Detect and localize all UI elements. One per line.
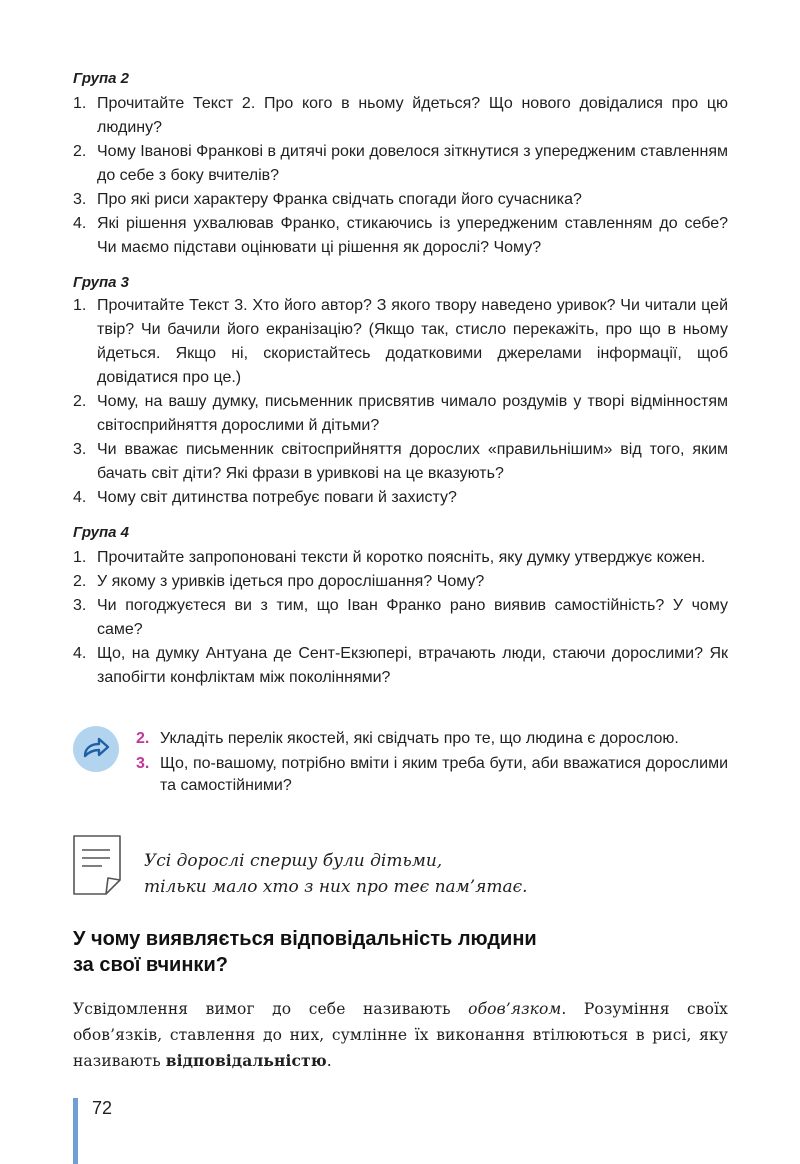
task-item: 3. Що, по-вашому, потрібно вміти і яким треба бути, аби вважатися дорослими та самостійними? <box>136 755 728 794</box>
group-2-questions <box>73 92 728 260</box>
share-arrow-icon <box>73 726 119 772</box>
page-number: 72 <box>92 1098 113 1118</box>
note-icon <box>72 834 122 896</box>
task-list <box>136 728 728 800</box>
list-item: 4. Які рішення ухвалював Франко, стикаючись із упередженим ставленням до себе? Чи маємо підстави оцінювати ці рішення як дорослі? Чому? <box>73 215 728 256</box>
list-item: 1. Прочитайте Текст 3. Хто його автор? З якого твору наведено уривок? Чи читали цей твір? Чи бачили його екранізацію? (Якщо так, стисло перекажіть, про що в ньому йдеться. Якщо ні, скористайтесь додатковими джерелами інформації, щоб довідатися про це.) <box>73 297 728 386</box>
list-item: 2. У якому з уривків ідеться про дорослішання? Чому? <box>73 573 485 590</box>
list-item: 1. Прочитайте запропоновані тексти й коротко поясніть, яку думку утверджує кожен. <box>73 549 706 566</box>
section-heading: У чому виявляється відповідальність людини за свої вчинки? <box>73 928 537 976</box>
group-2-title: Група 2 <box>73 70 129 87</box>
list-item: 4. Чому світ дитинства потребує поваги й захисту? <box>73 489 457 506</box>
group-3-questions <box>73 294 728 510</box>
task-item: 2. Укладіть перелік якостей, які свідчать про те, що людина є дорослою. <box>136 730 679 747</box>
list-item: 3. Чи погоджуєтеся ви з тим, що Іван Франко рано виявив самостійність? У чому саме? <box>73 597 728 638</box>
term-responsibility: відповідальністю <box>165 1051 327 1070</box>
group-4-questions <box>73 546 728 690</box>
group-3-title: Група 3 <box>73 274 129 291</box>
list-item: 2. Чому Іванові Франкові в дитячі роки довелося зіткнутися з упередженим ставленням до себе з боку вчителів? <box>73 143 728 184</box>
term-duty: обов’язком <box>468 1000 562 1018</box>
list-item: 2. Чому, на вашу думку, письменник присвятив чимало роздумів у творі відмінностям світосприйняття дорослими й дітьми? <box>73 393 728 434</box>
quote-text <box>144 848 528 900</box>
page-number-bar <box>73 1098 78 1164</box>
list-item: 3. Про які риси характеру Франка свідчать спогади його сучасника? <box>73 191 582 208</box>
list-item: 4. Що, на думку Антуана де Сент-Екзюпері, втрачають люди, стаючи дорослими? Як запобігти конфліктам між поколіннями? <box>73 645 728 686</box>
body-paragraph: Усвідомлення вимог до себе називають обов’язком. Розуміння своїх обов’язків, ставлення до них, сумлінне їх виконання втілюються в рисі, яку називають відповідальністю. <box>73 1000 728 1070</box>
group-4-title: Група 4 <box>73 524 129 541</box>
list-item: 3. Чи вважає письменник світосприйняття дорослих «правильнішим» від того, яким бачать світ діти? Які фрази в уривкові на це вказують? <box>73 441 728 482</box>
quote-line: Усі дорослі спершу були дітьми, <box>144 851 443 871</box>
list-item: 1. Прочитайте Текст 2. Про кого в ньому йдеться? Що нового довідалися про цю людину? <box>73 95 728 136</box>
quote-line: тільки мало хто з них про теє пам’ятає. <box>144 877 528 897</box>
